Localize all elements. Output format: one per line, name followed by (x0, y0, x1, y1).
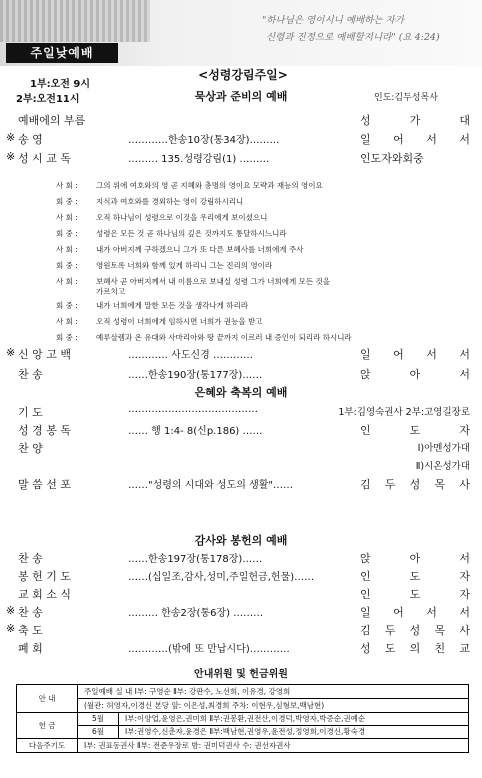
order-item-name: 말 씀 선 포 (18, 478, 71, 491)
order-row (18, 112, 470, 128)
reading-line: 내가 너희에게 말한 모든 것을 생각나게 하리라 (96, 301, 248, 310)
responder-char: 어 (393, 133, 404, 146)
reading-text (96, 317, 476, 327)
reading-text (96, 229, 476, 239)
responder-char: 서 (459, 368, 470, 381)
responder-char: 인 (360, 570, 371, 583)
reading-line: 가르치고 (96, 287, 125, 296)
order-row (18, 366, 470, 382)
responder-char: 성 (360, 114, 371, 127)
responder-char: 서 (459, 348, 470, 361)
order-item-name: 신 앙 고 백 (18, 348, 71, 361)
reading-line: 오직 하나님이 성령으로 이것을 우리에게 보이셨으니 (96, 213, 268, 222)
responder-char: 목 (434, 478, 446, 491)
order-row (18, 440, 470, 456)
standing-mark: ※ (6, 131, 16, 144)
reading-line: 지식과 여호와를 경외하는 영이 강림하시리니 (96, 197, 244, 206)
section-title-3: 감사와 봉헌의 예배 (194, 534, 288, 547)
reading-line: 오직 성령이 너희에게 임하시면 너희가 권능을 받고 (96, 317, 263, 326)
order-item-responder: 1부:김영숙권사 2부:고영길장로 (338, 407, 470, 418)
responder-char: 자 (459, 570, 470, 583)
order-item-responder (360, 622, 470, 638)
speaker: 회 중 : (56, 333, 78, 342)
header-verse (262, 12, 477, 46)
speaker: 회 중 : (56, 261, 78, 270)
order-item-responder (360, 150, 470, 166)
order-row (18, 422, 470, 438)
order-item-name: 기 도 (18, 406, 43, 419)
offering-month: 5월 (78, 713, 119, 725)
header-banner (0, 0, 482, 66)
offering-names: Ⅰ부:이양업,윤영은,권미희 Ⅱ부:권봉환,권전산,이경덕,박영자,박증순,권예순 (125, 714, 366, 723)
order-item-name: 교 회 소 식 (18, 588, 71, 601)
order-row (18, 586, 470, 602)
order-item-responder (360, 422, 470, 438)
responder-char: 김 (360, 624, 371, 637)
speaker: 회 중 : (56, 229, 78, 238)
responder-char: 교 (459, 642, 470, 655)
order-row (6, 604, 470, 620)
verse-line-1: "하나님은 영이시니 예배하는 자가 (262, 15, 404, 26)
order-item-name: 찬 양 (18, 442, 43, 455)
responder-char: 아 (409, 552, 421, 565)
order-item-name: 송 영 (18, 133, 43, 146)
responder-char: 도 (409, 570, 421, 583)
usher-title: 안내위원 및 헌금위원 (194, 669, 288, 680)
order-item-name: 축 도 (18, 624, 43, 637)
standing-mark: ※ (6, 346, 16, 359)
section-title-1: 묵상과 준비의 예배 (194, 90, 288, 103)
responder-char: 김 (360, 478, 371, 491)
order-row (6, 150, 470, 166)
speaker: 사 회 : (56, 317, 78, 326)
responder-char: 목 (434, 624, 446, 637)
order-item-detail: ……한송190장(통177장)…… (128, 370, 263, 381)
responder-char: 서 (426, 133, 437, 146)
next-prayer-row (17, 738, 468, 752)
sunday-title: <성령강림주일> (198, 68, 288, 82)
responder-char: 의 (409, 642, 421, 655)
responder-char: 사 (459, 478, 470, 491)
responder-char: 일 (360, 348, 371, 361)
responder-char: 도 (409, 424, 421, 437)
service-tab: 주일낮예배 (6, 43, 118, 63)
reading-text (96, 333, 476, 343)
order-item-name: 찬 송 (18, 606, 43, 619)
order-row (18, 404, 470, 420)
offering-row (17, 712, 468, 738)
responder-char: 성 (409, 624, 421, 637)
reading-text (96, 197, 476, 207)
reading-text (96, 277, 476, 297)
speaker: 사 회 : (56, 181, 78, 190)
offering-month: 6월 (78, 726, 119, 738)
order-item-detail: ……한송197장(통178장)…… (128, 554, 263, 565)
reading-text (96, 213, 476, 223)
service-time: :오전11시 (32, 94, 80, 105)
service-part: 2부 (16, 94, 33, 105)
usher-label: 안 내 (17, 685, 78, 712)
speaker: 사 회 : (56, 245, 78, 254)
order-item-responder (360, 568, 470, 584)
order-item-responder (360, 346, 470, 362)
order-item-name: 성 경 봉 독 (18, 424, 71, 437)
order-item-detail: ………………………………… (128, 404, 258, 415)
responder-char: 두 (384, 478, 396, 491)
order-row (18, 476, 470, 492)
order-row (6, 346, 470, 362)
usher-table (16, 684, 469, 753)
responder-char: 일 (360, 133, 371, 146)
standing-mark: ※ (6, 150, 16, 163)
order-row (6, 622, 470, 638)
offering-subrow (78, 725, 468, 738)
responder-char: 자 (459, 588, 470, 601)
order-row (18, 458, 470, 474)
order-item-responder (360, 476, 470, 492)
responder-char: 성 (360, 642, 371, 655)
responder-char: 사 (459, 624, 470, 637)
responder-char: 앉 (360, 368, 371, 381)
responder-char: 가 (409, 114, 421, 127)
responder-char: 친 (434, 642, 446, 655)
reading-line: 영원토록 너희와 함께 있게 하리니 그는 진리의 영이라 (96, 261, 273, 270)
responder-char: 성 (409, 478, 421, 491)
responder-char: 어 (393, 606, 404, 619)
order-item-responder (360, 550, 470, 566)
order-item-responder: Ⅱ)시온성가대 (415, 461, 470, 472)
order-item-responder (360, 604, 470, 620)
responder-char: 서 (459, 552, 470, 565)
reading-line: 내가 아버지께 구하겠으니 그가 또 다른 보혜사를 너희에게 주사 (96, 245, 304, 254)
responder-char: 자 (459, 424, 470, 437)
order-item-name: 찬 송 (18, 552, 43, 565)
service-part: 1부 (30, 79, 47, 90)
reading-text (96, 245, 476, 255)
order-row (18, 640, 470, 656)
usher-line: (월관: 허영자,이경신 본당 앞: 이은성,최경희 주차: 이현우,심형보,백남현) (78, 698, 468, 712)
order-item-detail: …………(밖에 또 만납시다)………… (128, 644, 290, 655)
order-item-responder (360, 366, 470, 382)
responder-char: 서 (459, 133, 470, 146)
responder-char: 인 (360, 588, 371, 601)
responder-char: 일 (360, 606, 371, 619)
offering-names: Ⅰ부:권영수,신춘자,윤경은 Ⅱ부:백남현,권영우,윤전성,정영희,이경신,황숙경 (125, 727, 366, 736)
offering-subrow (78, 713, 468, 725)
order-item-detail: …… 행 1:4- 8(신p.186) …… (128, 426, 263, 437)
reading-line: 예루살렘과 온 유대와 사마리아와 땅 끝까지 이르러 내 증인이 되리라 하시니라 (96, 333, 352, 342)
order-row (18, 568, 470, 584)
responder-char: 서 (426, 606, 437, 619)
order-item-responder (360, 586, 470, 602)
verse-line-2: 신령과 진정으로 예배할지니라" (요 4:24) (266, 32, 440, 43)
order-item-responder (360, 112, 470, 128)
service-time: :오전 9시 (46, 79, 91, 90)
reading-text (96, 301, 476, 311)
responder-char: 대 (459, 114, 470, 127)
order-item-detail: ……… 135.성령강림(1) ……… (128, 154, 270, 165)
responder-char: 인도자와회중 (360, 152, 424, 165)
order-item-responder (360, 131, 470, 147)
standing-mark: ※ (6, 604, 16, 617)
responder-char: 도 (409, 588, 421, 601)
order-item-name: 예배에의 부름 (18, 114, 86, 127)
order-item-detail: ……… 한송2장(통6장) ……… (128, 608, 264, 619)
next-prayer-names: Ⅰ부: 권표동권사 Ⅱ부: 전준우장로 밤: 권미덕권사 수: 권선자권사 (84, 741, 291, 750)
order-item-responder: Ⅰ)아멘성가대 (417, 443, 470, 454)
order-item-detail: …………한송10장(통34장)……… (128, 135, 280, 146)
responder-char: 인 (360, 424, 371, 437)
responder-char: 서 (459, 606, 470, 619)
order-item-name: 봉 헌 기 도 (18, 570, 71, 583)
usher-line: 주일예배 실 내 Ⅰ부: 구영순 Ⅱ부: 강판수, 노선희, 이유경, 강영희 (84, 687, 291, 696)
usher-row (17, 685, 468, 712)
reading-line: 성령은 모든 것 곧 하나님의 깊은 것까지도 통달하시느니라 (96, 229, 287, 238)
order-item-detail: ………… 사도신경 ………… (128, 350, 253, 361)
worship-leader: 인도:김두성목사 (374, 93, 438, 103)
order-item-detail: ……"성령의 시대와 성도의 생활"…… (128, 480, 293, 491)
reading-line: 그의 위에 여호와의 영 곧 지혜와 총명의 영이요 모략과 재능의 영이요 (96, 181, 323, 190)
responder-char: 어 (393, 348, 404, 361)
standing-mark: ※ (6, 622, 16, 635)
order-item-name: 폐 회 (18, 642, 43, 655)
responder-char: 도 (384, 642, 396, 655)
order-item-name: 찬 송 (18, 368, 43, 381)
header-photo (0, 0, 150, 42)
order-item-detail: ……(십일조,감사,성미,주일헌금,헌물)…… (128, 572, 315, 583)
responder-char: 아 (409, 368, 421, 381)
responder-char: 서 (426, 348, 437, 361)
reading-text (96, 181, 476, 191)
responder-char: 두 (384, 624, 396, 637)
order-row (6, 131, 470, 147)
section-title-2: 은혜와 축복의 예배 (194, 386, 288, 399)
order-row (18, 550, 470, 566)
order-item-name: 성 시 교 독 (18, 152, 71, 165)
order-item-responder (360, 640, 470, 656)
speaker: 사 회 : (56, 213, 78, 222)
next-prayer-label: 다음주기도 (17, 739, 78, 752)
reading-text (96, 261, 476, 271)
speaker: 회 중 : (56, 197, 78, 206)
reading-line: 보혜사 곧 아버지께서 내 이름으로 보내실 성령 그가 너희에게 모든 것을 (96, 277, 330, 286)
speaker: 회 중 : (56, 301, 78, 310)
offering-label: 헌 금 (17, 713, 78, 738)
responder-char: 앉 (360, 552, 371, 565)
speaker: 사 회 : (56, 277, 78, 286)
